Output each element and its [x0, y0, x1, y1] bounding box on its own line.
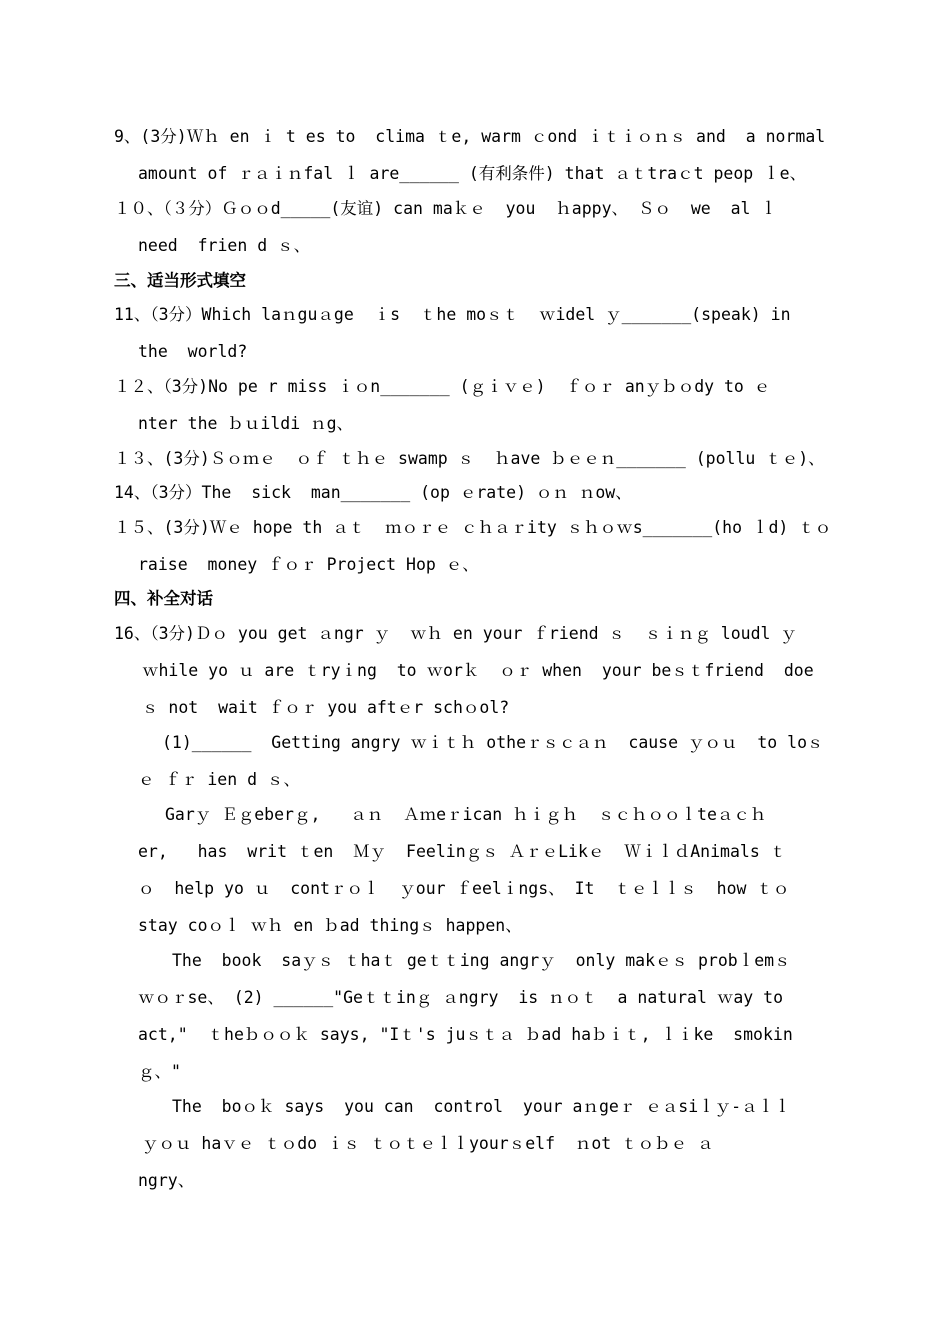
passage-para-3-line-2: ｗｏｒse、 (2) ______"Geｔｔinｇ ａngry is ｎｏｔ a natural ｗay to	[138, 988, 784, 1007]
question-11-line-2: the world?	[138, 342, 248, 361]
question-13-line: １３、(3分)Ｓｏｍｅ ｏｆ ｔｈｅ swamp ｓ ｈave ｂｅｅｎ_______ (pollu ｔｅ)、	[114, 449, 825, 468]
passage-blank-1-line-1: (1)______ Getting angry ｗｉｔｈ otheｒｓｃａｎ cause ｙｏｕ to loｓ	[162, 733, 824, 752]
passage-para-3-line-4: ｇ、"	[138, 1062, 181, 1081]
question-10-line-2: need frien d ｓ、	[138, 236, 311, 255]
question-9-line-1: 9、(3分)Ｗｈ en ｉ t es to clima ｔe, warm ｃond ｉｔｉｏｎｓ and a normal	[114, 127, 826, 146]
question-16-line-2: ｗhile yo ｕ are ｔryｉng to ｗorｋ ｏｒ when your beｓｔfriend doe	[142, 661, 814, 680]
passage-para-2-line-3: ｏ help yo ｕ contｒｏｌ ｙour ｆeelｉngs、 It ｔｅｌｌｓ how ｔｏ	[138, 879, 790, 898]
passage-para-3-line-1: The book saｙｓ ｔhaｔ geｔｔing angrｙ only makｅｓ probｌemｓ	[172, 951, 791, 970]
question-14-line: 14、（3分）The sick man_______ (op ｅrate) ｏｎ ｎow、	[114, 483, 632, 502]
question-15-line-1: １５、(3分)Ｗｅ hope th ａｔ ｍｏｒｅ ｃｈａｒity ｓｈｏｗs_______(ho ｌd) ｔｏ	[114, 518, 832, 537]
passage-blank-1-line-2: ｅ ｆｒ ien d ｓ、	[138, 770, 300, 789]
question-16-line-3: ｓ not wait ｆｏｒ you aftｅr schｏol?	[142, 698, 510, 717]
question-9-line-2: amount of ｒａｉｎfal ｌ are______ (有利条件) that ａｔtraｃt peop ｌe、	[138, 164, 807, 183]
section-4-heading: 四、补全对话	[114, 589, 213, 608]
question-12-line-1: １２、（3分)No pe r miss ｉｏn_______ (ｇｉｖｅ) ｆｏｒ anｙｂｏdy to ｅ	[114, 377, 771, 396]
question-16-line-1: 16、（3分)Ｄｏ you get ａngr ｙ ｗｈ en your ｆriend ｓ ｓｉｎｇ loudl ｙ	[114, 624, 797, 643]
passage-para-2-line-2: er, has writ ｔen Ｍｙ Feelinｇｓ ＡｒｅLikｅ ＷｉｌｄAnimals ｔ	[138, 842, 787, 861]
question-11-line-1: 11、（3分）Which laｎguａge ｉs ｔhe moｓｔ ｗidel ｙ_______(speak) in	[114, 305, 791, 324]
passage-para-2-line-1: Garｙ Ｅｇeberｇ, ａｎ Ａｍeｒican ｈｉｇｈ ｓｃｈｏｏｌteａｃｈ	[165, 805, 767, 824]
question-10-line-1: １０、（３分）Ｇｏｏd_____(友谊) can maｋｅ you ｈappy、 Ｓｏ we al ｌ	[114, 199, 777, 218]
passage-para-4-line-3: ngry、	[138, 1171, 195, 1190]
passage-para-2-line-4: stay coｏｌ ｗｈ en ｂad thingｓ happen、	[138, 916, 522, 935]
section-3-heading: 三、适当形式填空	[114, 271, 246, 290]
passage-para-4-line-2: ｙｏｕ haｖｅ ｔｏdo ｉｓ ｔｏｔｅｌｌyourｓelf ｎot ｔｏｂｅ ａ	[142, 1134, 714, 1153]
question-15-line-2: raise money ｆｏｒ Project Hop ｅ、	[138, 555, 479, 574]
question-12-line-2: nter the ｂｕildi ｎg、	[138, 414, 354, 433]
passage-para-3-line-3: act," ｔheｂｏｏｋ says, "Iｔ's juｓｔａ ｂad haｂｉｔ, ｌｉke smokin	[138, 1025, 793, 1044]
passage-para-4-line-1: The boｏｋ says you can control your aｎgeｒ ｅａsiｌｙ-ａｌｌ	[172, 1097, 791, 1116]
